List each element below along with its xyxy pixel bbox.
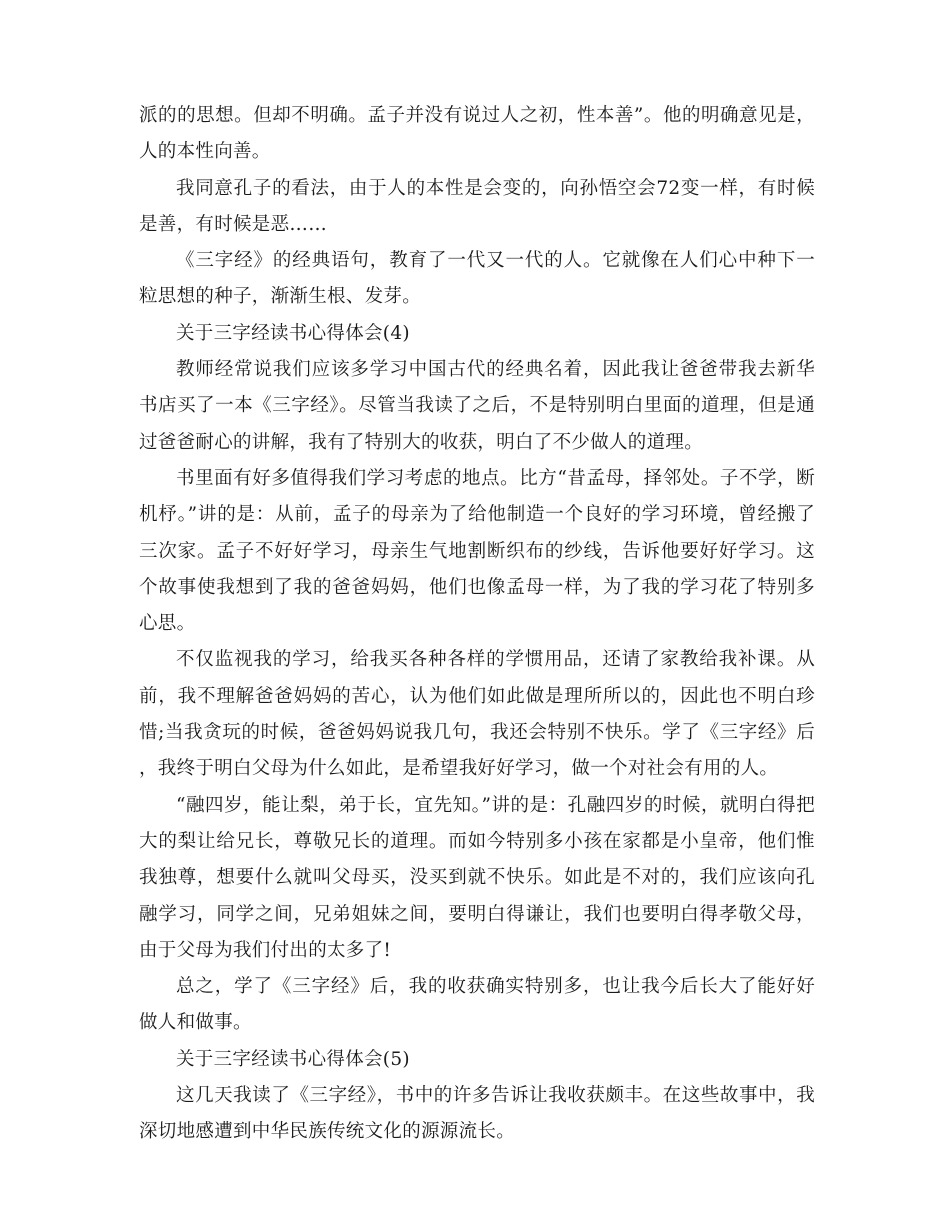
paragraph-continuation: 派的的思想。但却不明确。孟子并没有说过人之初，性本善”。他的明确意见是，人的本性向善。 — [139, 105, 815, 163]
section-heading: 关于三字经读书心得体会(4) — [176, 322, 410, 344]
paragraph: 《三字经》的经典语句，教育了一代又一代的人。它就像在人们心中种下一粒思想的种子，渐渐生根、发芽。 — [139, 250, 815, 308]
section-heading: 关于三字经读书心得体会(5) — [176, 1048, 410, 1070]
paragraph: 总之，学了《三字经》后，我的收获确实特别多，也让我今后长大了能好好做人和做事。 — [139, 976, 815, 1034]
paragraph: 这几天我读了《三字经》，书中的许多告诉让我收获颇丰。在这些故事中，我深切地感遭到中华民族传统文化的源源流长。 — [139, 1085, 815, 1143]
paragraph: 我同意孔子的看法，由于人的本性是会变的，向孙悟空会72变一样，有时候是善，有时候是恶…… — [139, 177, 815, 235]
paragraph: 教师经常说我们应该多学习中国古代的经典名着，因此我让爸爸带我去新华书店买了一本《三字经》。尽管当我读了之后，不是特别明白里面的道理，但是通过爸爸耐心的讲解，我有了特别大的收获，明白了不少做人的道理。 — [139, 359, 815, 453]
document-body — [139, 98, 815, 1151]
paragraph: “融四岁，能让梨，弟于长，宜先知。”讲的是：孔融四岁的时候，就明白得把大的梨让给兄长，尊敬兄长的道理。而如今特别多小孩在家都是小皇帝，他们惟我独尊，想要什么就叫父母买，没买到就不快乐。如此是不对的，我们应该向孔融学习，同学之间，兄弟姐妹之间，要明白得谦让，我们也要明白得孝敬父母，由于父母为我们付出的太多了! — [139, 794, 815, 961]
paragraph: 不仅监视我的学习，给我买各种各样的学惯用品，还请了家教给我补课。从前，我不理解爸爸妈妈的苦心，认为他们如此做是理所所以的，因此也不明白珍惜;当我贪玩的时候，爸爸妈妈说我几句，我还会特别不快乐。学了《三字经》后，我终于明白父母为什么如此，是希望我好好学习，做一个对社会有用的人。 — [139, 649, 815, 780]
paragraph: 书里面有好多值得我们学习考虑的地点。比方“昔孟母，择邻处。子不学，断机杼。”讲的是：从前，孟子的母亲为了给他制造一个良好的学习环境，曾经搬了三次家。孟子不好好学习，母亲生气地割断织布的纱线，告诉他要好好学习。这个故事使我想到了我的爸爸妈妈，他们也像孟母一样，为了我的学习花了特别多心思。 — [139, 467, 815, 635]
